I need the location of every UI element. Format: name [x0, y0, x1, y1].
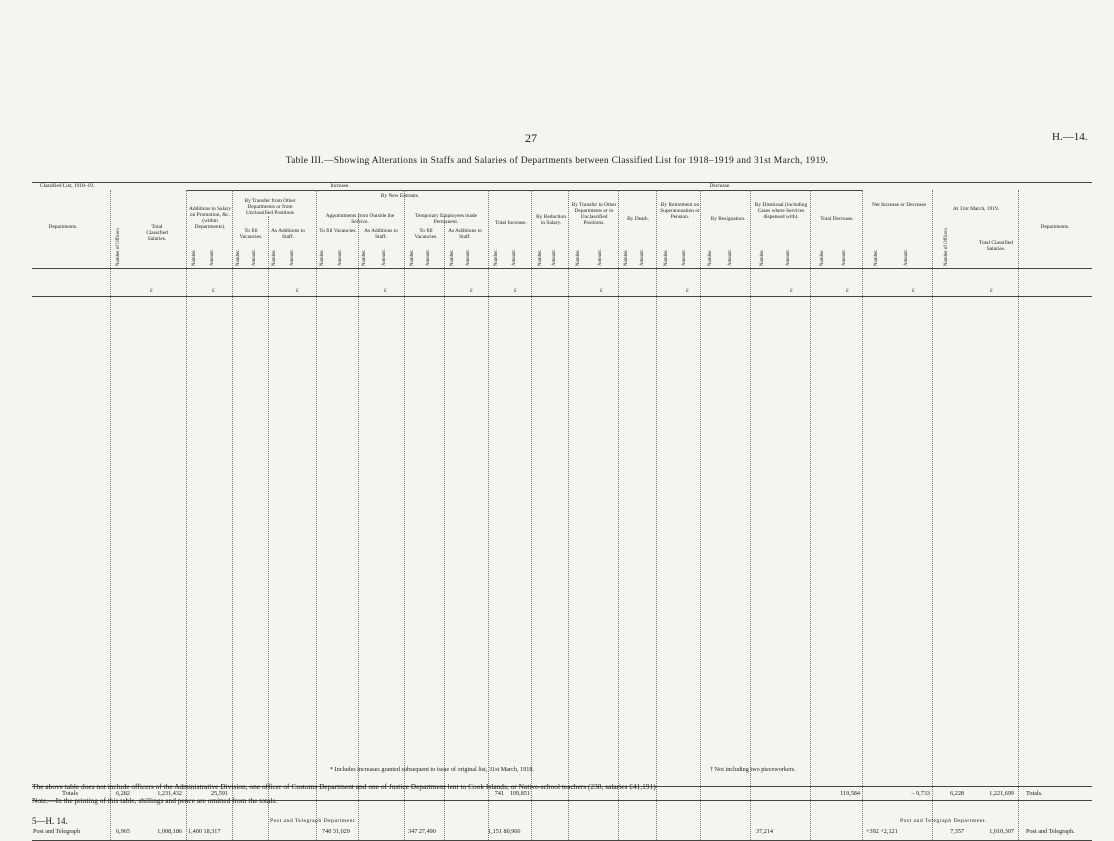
additions-promotion-header: Additions to Salary on Promotion, &c. (within Departments). — [189, 206, 231, 230]
totals-increase: 109,851 — [509, 790, 530, 797]
totals-final-label: Totals. — [1026, 790, 1043, 797]
totals-promotion: 25,591 — [210, 790, 228, 797]
number-subheader: Number. — [494, 249, 499, 266]
number-subheader: Number. — [362, 249, 367, 266]
by-retirement-header: By Retirement on Superannuation or Pension. — [660, 202, 700, 220]
post-telegraph-name: Post and Telegraph — [33, 828, 81, 835]
page-number: 27 — [525, 131, 537, 145]
departments-header: Departments. — [48, 224, 78, 230]
number-subheader: Number. — [576, 249, 581, 266]
net-increase-header: Net Increase or Decrease — [871, 202, 927, 208]
totals-decrease: 119,584 — [840, 790, 860, 797]
post-telegraph-officers: 6,965 — [116, 828, 130, 835]
temporary-permanent-header: Temporary Employees made Permanent. — [415, 213, 477, 225]
number-subheader: Number. — [708, 249, 713, 266]
decrease-header: Decrease. — [709, 183, 731, 189]
post-telegraph-salaries: 1,008,186 — [157, 828, 182, 835]
totals-officers: 6,282 — [116, 790, 130, 797]
totals-final-officers: 6,228 — [950, 790, 964, 797]
table-title: Table III.—Showing Alterations in Staffs and Salaries of Departments between Classified List for 1918–1919 and 31st March, 1919. — [285, 156, 829, 166]
totals-final-salaries: 1,221,699 — [989, 790, 1014, 797]
pound-sign: £ — [514, 288, 517, 294]
total-salaries-header: Total Classified Salaries. — [146, 224, 168, 242]
post-telegraph-temporary: 347 27,490 — [408, 828, 436, 835]
post-telegraph-final-label: Post and Telegraph. — [1026, 828, 1075, 835]
number-subheader: Number. — [450, 249, 455, 266]
post-telegraph-promotion: 1,400 18,317 — [188, 828, 221, 835]
number-subheader: Number. — [410, 249, 415, 266]
classified-list-header: Classified List, 1918–19. — [40, 183, 95, 189]
amount-subheader: Amount. — [512, 249, 517, 266]
as-additions-2-header: As Additions to Staff. — [364, 228, 398, 240]
number-subheader: Number. — [820, 249, 825, 266]
by-resignation-header: By Resignation. — [710, 216, 746, 222]
post-telegraph-total-increase: 1,151 80,966 — [488, 828, 521, 835]
number-subheader: Number. — [538, 249, 543, 266]
amount-subheader: Amount. — [728, 249, 733, 266]
total-decrease-header: Total Decrease. — [820, 216, 854, 222]
amount-subheader: Amount. — [338, 249, 343, 266]
page-signature: 5—H. 14. — [32, 816, 68, 826]
number-subheader: Number. — [272, 249, 277, 266]
page-reference: H.—14. — [1052, 131, 1088, 143]
pound-sign: £ — [212, 288, 215, 294]
post-telegraph-total-decrease: 37,214 — [756, 828, 774, 835]
post-telegraph-heading-right: Post and Telegraph Department. — [900, 818, 987, 824]
footnote-note2: Note.—In the printing of this table, shillings and pence are omitted from the totals. — [32, 796, 278, 805]
number-subheader: Number. — [192, 249, 197, 266]
number-subheader: Number. — [624, 249, 629, 266]
to-fill-vacancies-2-header: To fill Vacancies. — [319, 228, 357, 234]
amount-subheader: Amount. — [426, 249, 431, 266]
amount-subheader: Amount. — [382, 249, 387, 266]
amount-subheader: Amount. — [252, 249, 257, 266]
number-subheader: Number. — [874, 249, 879, 266]
pound-sign: £ — [600, 288, 603, 294]
amount-subheader: Amount. — [640, 249, 645, 266]
pound-sign: £ — [990, 288, 993, 294]
number-subheader: Number. — [236, 249, 241, 266]
by-new-entrants-header: By New Entrants. — [380, 193, 420, 199]
amount-subheader: Amount. — [786, 249, 791, 266]
pound-sign: £ — [686, 288, 689, 294]
amount-subheader: Amount. — [466, 249, 471, 266]
by-transfer-other-header: By Transfer to Other Departments or to Unclassified Positions. — [571, 202, 617, 226]
amount-subheader: Amount. — [290, 249, 295, 266]
post-telegraph-final-officers: 7,357 — [950, 828, 964, 835]
final-total-salaries-header: Total Classified Salaries. — [979, 240, 1013, 252]
pound-sign: £ — [150, 288, 153, 294]
departments-header-right: Departments. — [1040, 224, 1070, 230]
post-telegraph-final-salaries: 1,010,307 — [989, 828, 1014, 835]
amount-subheader: Amount. — [598, 249, 603, 266]
by-death-header: By Death. — [627, 216, 649, 222]
number-subheader: Number. — [320, 249, 325, 266]
post-telegraph-net: +392 +2,121 — [866, 828, 898, 835]
as-additions-header: As Additions to Staff. — [271, 228, 305, 240]
pound-sign: £ — [470, 288, 473, 294]
pound-sign: £ — [846, 288, 849, 294]
amount-subheader: Amount. — [552, 249, 557, 266]
pound-sign: £ — [912, 288, 915, 294]
increase-header: Increase. — [330, 183, 350, 189]
footnote-dagger-text: † Not including two pieceworkers. — [710, 766, 796, 773]
amount-subheader: Amount. — [682, 249, 687, 266]
footnote-star-text: * Includes increases granted subsequent to issue of original list, 31st March, 1918. — [330, 766, 534, 773]
number-of-officers-subheader: Number of Officers. — [944, 227, 949, 266]
pound-sign: £ — [790, 288, 793, 294]
pound-sign: £ — [296, 288, 299, 294]
by-dismissal-header: By Dismissal (including Cases where Services dispensed with). — [754, 202, 808, 220]
amount-subheader: Amount. — [210, 249, 215, 266]
totals-label: Totals — [62, 790, 79, 797]
to-fill-vacancies-3-header: To fill Vacancies. — [414, 228, 438, 240]
as-additions-3-header: As Additions to Staff. — [448, 228, 482, 240]
footnote-note1: The above table does not include officers of the Administrative Division, one officer of Customs Department and one of Justice Department lent to Cook Islands, or Native-school teachers (238, salaries £41,191) — [32, 782, 656, 791]
number-subheader: Number. — [664, 249, 669, 266]
number-subheader: Number. — [760, 249, 765, 266]
to-fill-vacancies-header: To fill Vacancies. — [239, 228, 263, 240]
post-telegraph-appointments: 740 31,029 — [322, 828, 350, 835]
pound-sign: £ — [384, 288, 387, 294]
amount-subheader: Amount. — [904, 249, 909, 266]
totals-salaries: 1,231,432 — [157, 790, 182, 797]
post-telegraph-heading: Post and Telegraph Department. — [270, 818, 357, 824]
totals-increase-number: 741 — [494, 790, 504, 797]
by-reduction-header: By Reduction in Salary. — [536, 214, 566, 226]
total-increase-header: Total Increase. — [495, 220, 527, 226]
totals-net: – 9,733 — [911, 790, 930, 797]
appointments-outside-header: Appointments from Outside the Service. — [325, 213, 395, 225]
amount-subheader: Amount. — [842, 249, 847, 266]
by-transfer-from-header: By Transfer from Other Departments or from Unclassified Positions — [244, 198, 296, 216]
num-officers-subheader: Number of Officers. — [116, 227, 121, 266]
at-31-march-header: At 31st March, 1919. — [953, 206, 999, 212]
